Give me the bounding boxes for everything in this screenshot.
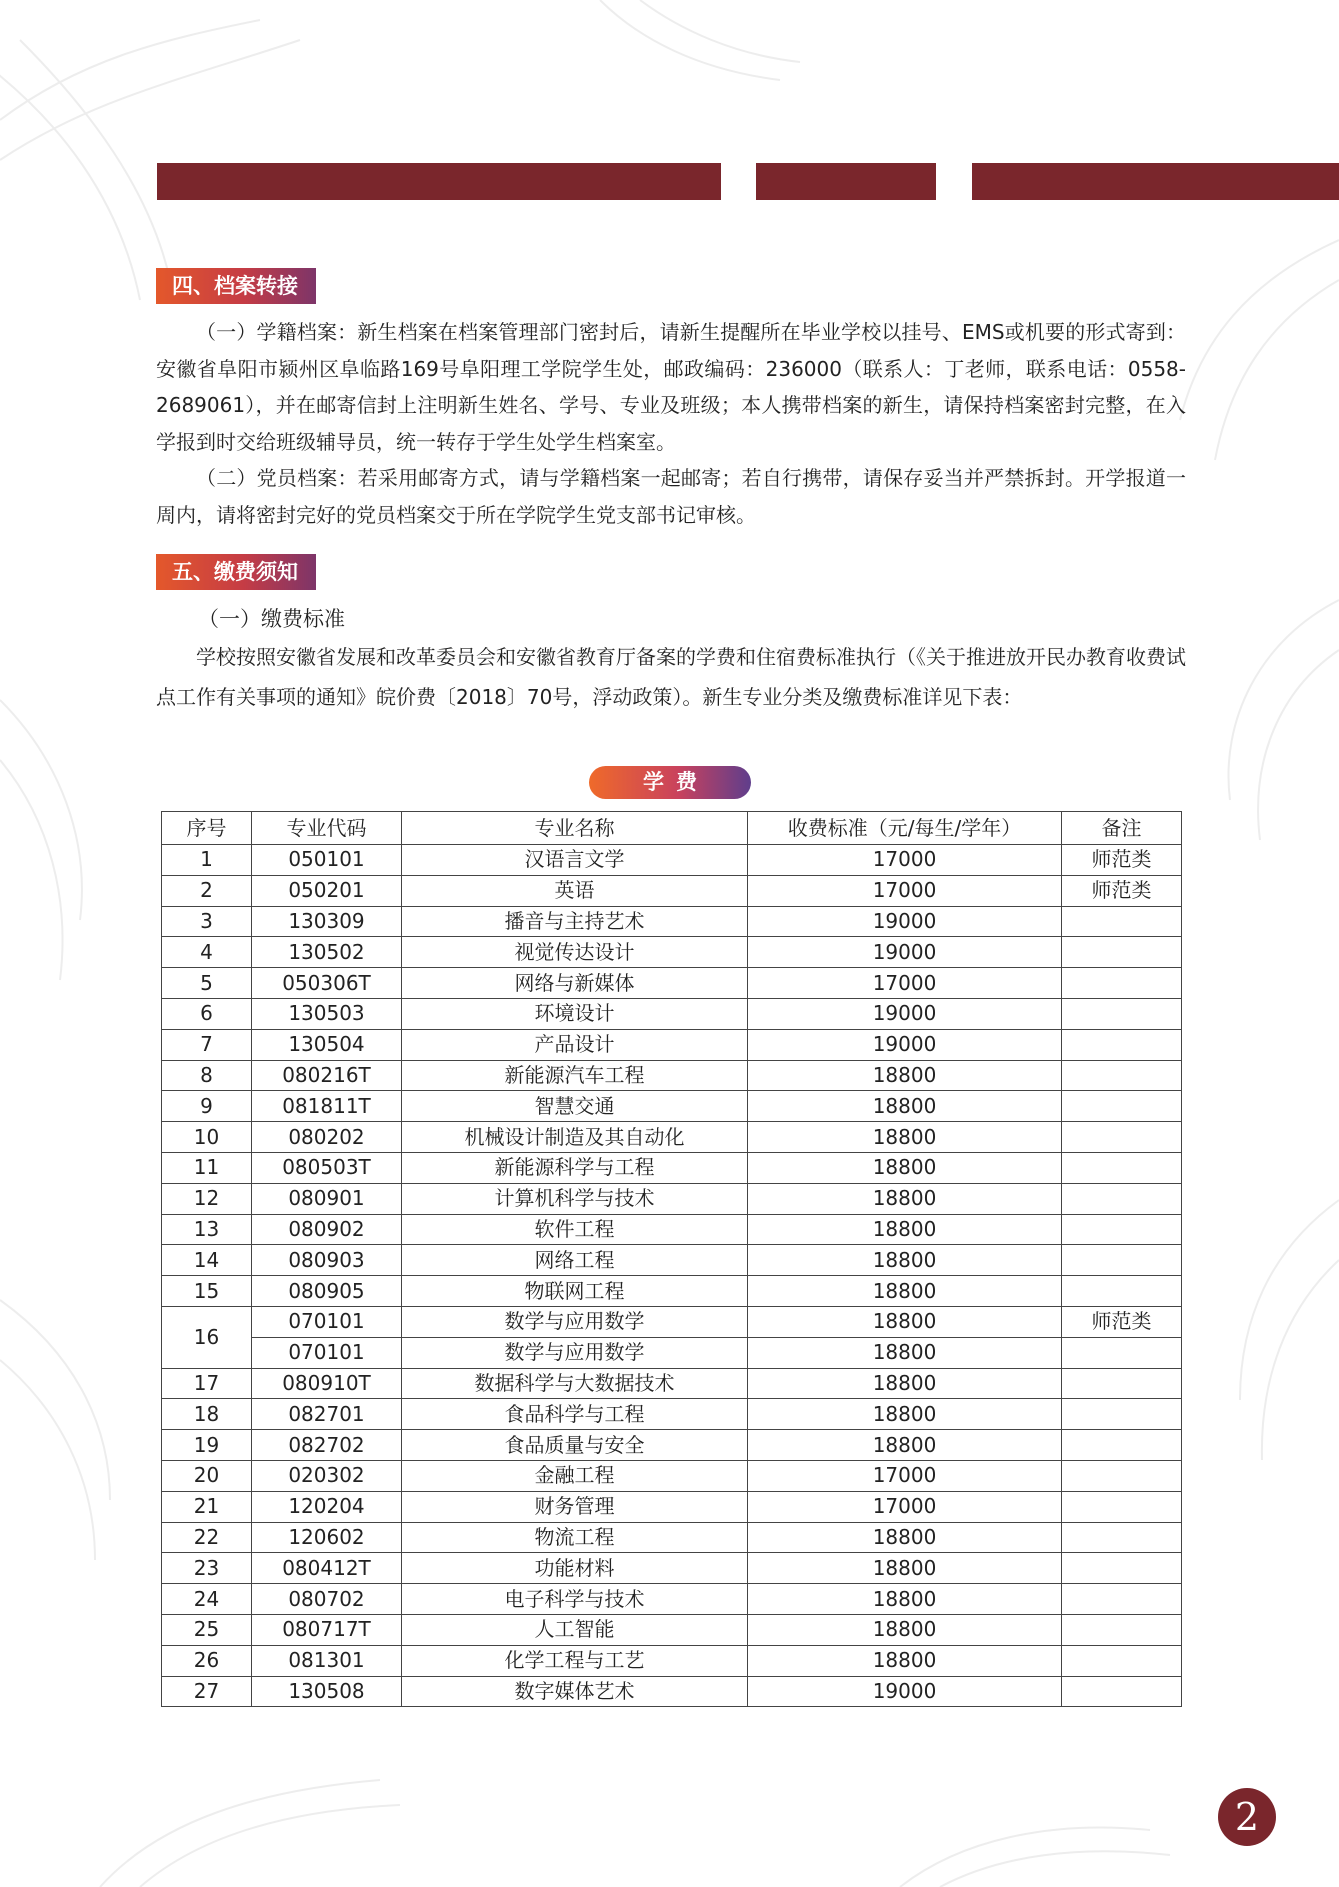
table-row xyxy=(162,1522,1182,1553)
cell-code: 050306T xyxy=(252,968,402,999)
table-row xyxy=(162,1584,1182,1615)
cell-code: 080216T xyxy=(252,1060,402,1091)
cell-note xyxy=(1062,1060,1182,1091)
cell-fee: 17000 xyxy=(748,1460,1062,1491)
cell-no: 5 xyxy=(162,968,252,999)
cell-fee: 19000 xyxy=(748,1029,1062,1060)
cell-note xyxy=(1062,1491,1182,1522)
header-note: 备注 xyxy=(1062,812,1182,845)
cell-fee: 18800 xyxy=(748,1183,1062,1214)
cell-code: 130503 xyxy=(252,998,402,1029)
cell-note xyxy=(1062,1553,1182,1584)
table-row xyxy=(162,1060,1182,1091)
cell-name: 数据科学与大数据技术 xyxy=(402,1368,748,1399)
cell-note: 师范类 xyxy=(1062,1306,1182,1337)
cell-no: 10 xyxy=(162,1122,252,1153)
cell-note xyxy=(1062,1214,1182,1245)
section-heading-archive: 四、档案转接 xyxy=(156,268,316,304)
cell-no: 16 xyxy=(162,1306,252,1368)
cell-name: 食品质量与安全 xyxy=(402,1430,748,1461)
tuition-badge: 学费 xyxy=(589,766,751,799)
table-row xyxy=(162,998,1182,1029)
cell-name: 人工智能 xyxy=(402,1614,748,1645)
cell-note xyxy=(1062,1460,1182,1491)
cell-no: 12 xyxy=(162,1183,252,1214)
cell-no: 25 xyxy=(162,1614,252,1645)
cell-name: 视觉传达设计 xyxy=(402,937,748,968)
cell-fee: 18800 xyxy=(748,1337,1062,1368)
cell-name: 财务管理 xyxy=(402,1491,748,1522)
cell-fee: 18800 xyxy=(748,1245,1062,1276)
cell-fee: 18800 xyxy=(748,1522,1062,1553)
cell-no: 14 xyxy=(162,1245,252,1276)
cell-fee: 18800 xyxy=(748,1368,1062,1399)
cell-fee: 17000 xyxy=(748,968,1062,999)
table-row xyxy=(162,1676,1182,1707)
cell-name: 功能材料 xyxy=(402,1553,748,1584)
cell-note: 师范类 xyxy=(1062,875,1182,906)
cell-name: 新能源科学与工程 xyxy=(402,1152,748,1183)
cell-note xyxy=(1062,1584,1182,1615)
cell-note xyxy=(1062,1645,1182,1676)
cell-fee: 18800 xyxy=(748,1091,1062,1122)
cell-code: 020302 xyxy=(252,1460,402,1491)
cell-name: 数学与应用数学 xyxy=(402,1306,748,1337)
cell-code: 120204 xyxy=(252,1491,402,1522)
table-row xyxy=(162,1368,1182,1399)
cell-note xyxy=(1062,1276,1182,1307)
cell-no: 22 xyxy=(162,1522,252,1553)
table-row xyxy=(162,1214,1182,1245)
cell-name: 数学与应用数学 xyxy=(402,1337,748,1368)
cell-fee: 19000 xyxy=(748,937,1062,968)
table-row xyxy=(162,1183,1182,1214)
section-heading-payment: 五、缴费须知 xyxy=(156,554,316,590)
cell-no: 19 xyxy=(162,1430,252,1461)
cell-code: 080202 xyxy=(252,1122,402,1153)
table-row xyxy=(162,1491,1182,1522)
cell-note xyxy=(1062,1152,1182,1183)
cell-code: 080902 xyxy=(252,1214,402,1245)
table-row xyxy=(162,1245,1182,1276)
cell-fee: 18800 xyxy=(748,1399,1062,1430)
fee-standard-subheading: （一）缴费标准 xyxy=(198,607,345,631)
tuition-table xyxy=(161,811,1182,1707)
fee-standard-paragraph: 学校按照安徽省发展和改革委员会和安徽省教育厅备案的学费和住宿费标准执行（《关于推进放开民办教育收费试点工作有关事项的通知》皖价费〔2018〕70号，浮动政策）。新生专业分类及缴费标准详见下表： xyxy=(156,645,1186,709)
cell-no: 1 xyxy=(162,845,252,876)
table-body xyxy=(162,845,1182,1707)
cell-note: 师范类 xyxy=(1062,845,1182,876)
cell-no: 13 xyxy=(162,1214,252,1245)
cell-note xyxy=(1062,1430,1182,1461)
cell-code: 070101 xyxy=(252,1306,402,1337)
table-row xyxy=(162,1091,1182,1122)
cell-code: 080905 xyxy=(252,1276,402,1307)
cell-note xyxy=(1062,1676,1182,1707)
table-row xyxy=(162,1645,1182,1676)
table-row xyxy=(162,1029,1182,1060)
cell-no: 27 xyxy=(162,1676,252,1707)
cell-note xyxy=(1062,937,1182,968)
page-number: 2 xyxy=(1218,1788,1276,1846)
cell-fee: 18800 xyxy=(748,1214,1062,1245)
cell-no: 18 xyxy=(162,1399,252,1430)
cell-note xyxy=(1062,1522,1182,1553)
cell-name: 网络工程 xyxy=(402,1245,748,1276)
cell-name: 化学工程与工艺 xyxy=(402,1645,748,1676)
cell-no: 8 xyxy=(162,1060,252,1091)
cell-no: 9 xyxy=(162,1091,252,1122)
table-row xyxy=(162,906,1182,937)
cell-no: 23 xyxy=(162,1553,252,1584)
cell-note xyxy=(1062,1368,1182,1399)
cell-code: 070101 xyxy=(252,1337,402,1368)
cell-fee: 17000 xyxy=(748,845,1062,876)
cell-no: 4 xyxy=(162,937,252,968)
cell-fee: 18800 xyxy=(748,1614,1062,1645)
cell-name: 产品设计 xyxy=(402,1029,748,1060)
cell-note xyxy=(1062,968,1182,999)
cell-note xyxy=(1062,1029,1182,1060)
cell-name: 电子科学与技术 xyxy=(402,1584,748,1615)
cell-note xyxy=(1062,1091,1182,1122)
cell-no: 24 xyxy=(162,1584,252,1615)
header-bar-middle xyxy=(756,163,936,200)
cell-fee: 18800 xyxy=(748,1122,1062,1153)
cell-code: 080503T xyxy=(252,1152,402,1183)
cell-name: 环境设计 xyxy=(402,998,748,1029)
cell-note xyxy=(1062,1337,1182,1368)
cell-note xyxy=(1062,1183,1182,1214)
cell-code: 081301 xyxy=(252,1645,402,1676)
cell-no: 15 xyxy=(162,1276,252,1307)
cell-fee: 19000 xyxy=(748,998,1062,1029)
cell-no: 7 xyxy=(162,1029,252,1060)
cell-code: 130508 xyxy=(252,1676,402,1707)
cell-no: 2 xyxy=(162,875,252,906)
cell-name: 英语 xyxy=(402,875,748,906)
cell-name: 新能源汽车工程 xyxy=(402,1060,748,1091)
cell-code: 082701 xyxy=(252,1399,402,1430)
table-row xyxy=(162,937,1182,968)
cell-note xyxy=(1062,1122,1182,1153)
table-header-row xyxy=(162,812,1182,845)
cell-code: 050101 xyxy=(252,845,402,876)
cell-name: 计算机科学与技术 xyxy=(402,1183,748,1214)
cell-fee: 18800 xyxy=(748,1276,1062,1307)
cell-name: 智慧交通 xyxy=(402,1091,748,1122)
cell-note xyxy=(1062,906,1182,937)
cell-name: 网络与新媒体 xyxy=(402,968,748,999)
cell-code: 080702 xyxy=(252,1584,402,1615)
cell-no: 11 xyxy=(162,1152,252,1183)
cell-code: 080717T xyxy=(252,1614,402,1645)
cell-no: 21 xyxy=(162,1491,252,1522)
cell-code: 080901 xyxy=(252,1183,402,1214)
cell-name: 食品科学与工程 xyxy=(402,1399,748,1430)
table-row xyxy=(162,845,1182,876)
cell-no: 6 xyxy=(162,998,252,1029)
cell-code: 080903 xyxy=(252,1245,402,1276)
cell-fee: 18800 xyxy=(748,1430,1062,1461)
cell-name: 汉语言文学 xyxy=(402,845,748,876)
cell-fee: 18800 xyxy=(748,1152,1062,1183)
cell-fee: 18800 xyxy=(748,1645,1062,1676)
cell-no: 26 xyxy=(162,1645,252,1676)
cell-name: 物联网工程 xyxy=(402,1276,748,1307)
cell-no: 17 xyxy=(162,1368,252,1399)
header-fee: 收费标准（元/每生/学年） xyxy=(748,812,1062,845)
cell-fee: 17000 xyxy=(748,875,1062,906)
cell-fee: 18800 xyxy=(748,1306,1062,1337)
table-row xyxy=(162,1337,1182,1368)
cell-no: 20 xyxy=(162,1460,252,1491)
cell-name: 数字媒体艺术 xyxy=(402,1676,748,1707)
cell-fee: 18800 xyxy=(748,1553,1062,1584)
cell-fee: 18800 xyxy=(748,1060,1062,1091)
cell-name: 播音与主持艺术 xyxy=(402,906,748,937)
table-row xyxy=(162,1460,1182,1491)
table-row xyxy=(162,1122,1182,1153)
header-bar-left xyxy=(157,163,721,200)
header-bar-right xyxy=(972,163,1339,200)
cell-code: 082702 xyxy=(252,1430,402,1461)
cell-fee: 17000 xyxy=(748,1491,1062,1522)
cell-code: 130309 xyxy=(252,906,402,937)
cell-note xyxy=(1062,1245,1182,1276)
cell-name: 物流工程 xyxy=(402,1522,748,1553)
cell-note xyxy=(1062,998,1182,1029)
cell-fee: 19000 xyxy=(748,1676,1062,1707)
cell-fee: 19000 xyxy=(748,906,1062,937)
table-row xyxy=(162,1614,1182,1645)
cell-code: 081811T xyxy=(252,1091,402,1122)
cell-code: 050201 xyxy=(252,875,402,906)
table-row xyxy=(162,1306,1182,1337)
cell-code: 080412T xyxy=(252,1553,402,1584)
table-row xyxy=(162,1276,1182,1307)
table-row xyxy=(162,1553,1182,1584)
cell-name: 机械设计制造及其自动化 xyxy=(402,1122,748,1153)
table-row xyxy=(162,968,1182,999)
archive-party-paragraph: （二）党员档案：若采用邮寄方式，请与学籍档案一起邮寄；若自行携带，请保存妥当并严禁拆封。开学报道一周内，请将密封完好的党员档案交于所在学院学生党支部书记审核。 xyxy=(156,466,1186,527)
header-no: 序号 xyxy=(162,812,252,845)
cell-no: 3 xyxy=(162,906,252,937)
header-name: 专业名称 xyxy=(402,812,748,845)
cell-note xyxy=(1062,1399,1182,1430)
cell-note xyxy=(1062,1614,1182,1645)
table-row xyxy=(162,1430,1182,1461)
header-code: 专业代码 xyxy=(252,812,402,845)
cell-name: 软件工程 xyxy=(402,1214,748,1245)
cell-code: 130502 xyxy=(252,937,402,968)
table-row xyxy=(162,1399,1182,1430)
table-row xyxy=(162,1152,1182,1183)
cell-fee: 18800 xyxy=(748,1584,1062,1615)
archive-student-paragraph: （一）学籍档案：新生档案在档案管理部门密封后，请新生提醒所在毕业学校以挂号、EMS或机要的形式寄到：安徽省阜阳市颍州区阜临路169号阜阳理工学院学生处，邮政编码：236000（联系人：丁老师，联系电话：0558-2689061），并在邮寄信封上注明新生姓名、学号、专业及班级；本人携带档案的新生，请保持档案密封完整，在入学报到时交给班级辅导员，统一转存于学生处学生档案室。 xyxy=(156,320,1186,454)
cell-code: 120602 xyxy=(252,1522,402,1553)
table-row xyxy=(162,875,1182,906)
cell-code: 080910T xyxy=(252,1368,402,1399)
cell-name: 金融工程 xyxy=(402,1460,748,1491)
cell-code: 130504 xyxy=(252,1029,402,1060)
